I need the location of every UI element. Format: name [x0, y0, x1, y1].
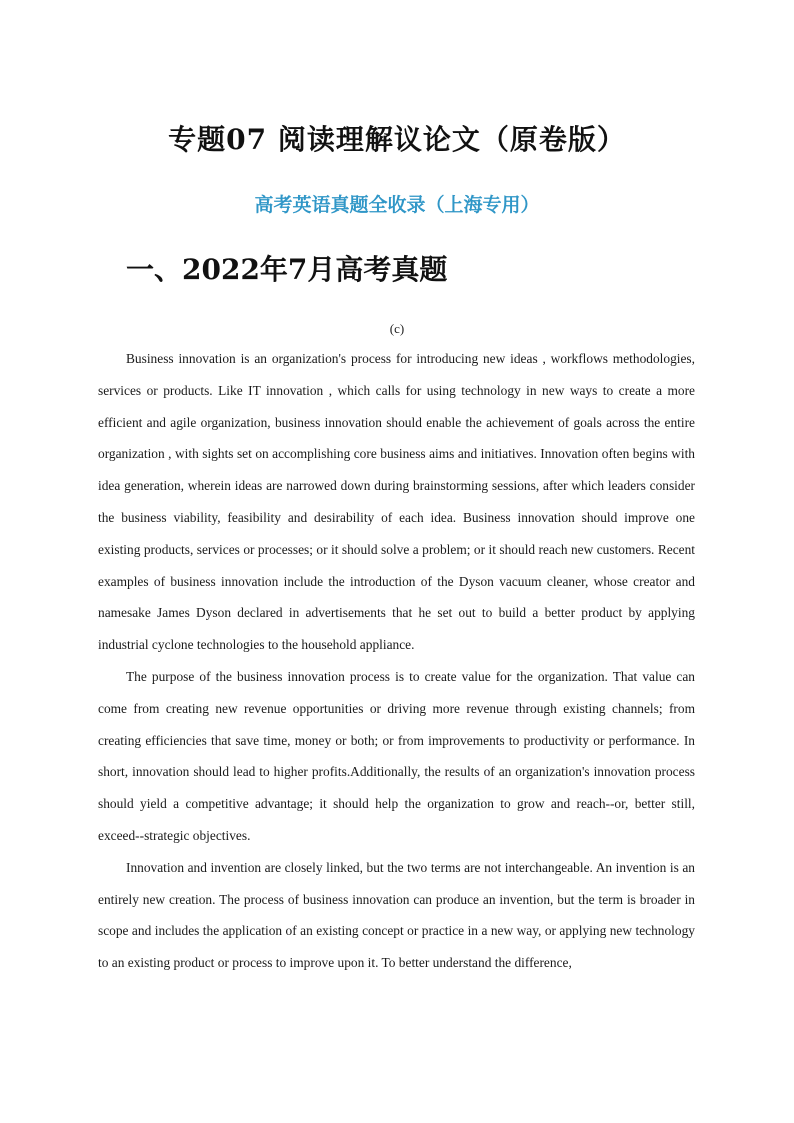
paragraph: Innovation and invention are closely linked, but the two terms are not interchangeable. An invention is an entirely new creation. The process of business innovation can produce an invention, but the term is broader in scope and includes the application of an existing concept or practice in a new way, or applying new technology to an existing product or process to improve upon it. To better understand the difference,	[98, 859, 695, 971]
paragraph: Business innovation is an organization's process for introducing new ideas , workflows methodologies, services or products. Like IT innovation , which calls for using technology in new ways to create a more efficient and agile organization, business innovation should enable the achievement of goals across the entire organization , with sights set on accomplishing core business aims and initiatives. Innovation often begins with idea generation, wherein ideas are narrowed down during brainstorming sessions, after which leaders consider the business viability, feasibility and desirability of each idea. Business innovation should improve one existing products, services or processes; or it should solve a problem; or it should reach new customers. Recent examples of business innovation include the introduction of the Dyson vacuum cleaner, whose creator and namesake James Dyson declared in advertisements that he set out to build a better product by applying industrial cyclone technologies to the household appliance.	[98, 351, 695, 653]
passage-label: (c)	[389, 321, 405, 336]
passage-body	[98, 343, 695, 979]
paragraph: The purpose of the business innovation process is to create value for the organization. That value can come from creating new revenue opportunities or driving more revenue through existing channels; from creating efficiencies that save time, money or both; or from improvements to productivity or performance. In short, innovation should lead to higher profits.Additionally, the results of an organization's innovation process should yield a competitive advantage; it should help the organization to grow and reach--or, better still, exceed--strategic objectives.	[98, 668, 695, 843]
page-subtitle: 高考英语真题全收录（上海专用）	[254, 194, 540, 216]
section-heading: 一、2022年7月高考真题	[126, 253, 448, 286]
page-title: 专题07 阅读理解议论文（原卷版）	[168, 123, 626, 156]
